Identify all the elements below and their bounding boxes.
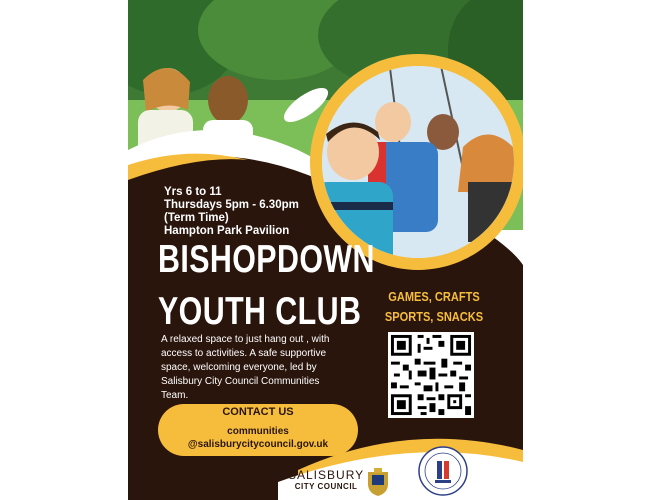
contact-title: CONTACT US: [222, 406, 294, 418]
meeting-time: Thursdays 5pm - 6.30pm: [164, 199, 299, 211]
event-details: [164, 186, 299, 238]
activities-line1: GAMES, CRAFTS: [388, 289, 480, 304]
age-range: Yrs 6 to 11: [164, 186, 222, 198]
activities-line2: SPORTS, SNACKS: [384, 309, 484, 324]
community-logo-icon: [418, 446, 468, 496]
contact-email-line2[interactable]: @salisburycitycouncil.gov.uk: [187, 439, 329, 450]
council-name-line2: CITY COUNCIL: [294, 482, 358, 491]
qr-code[interactable]: [388, 332, 474, 418]
venue: Hampton Park Pavilion: [164, 225, 290, 237]
poster: [128, 0, 523, 500]
term-time: (Term Time): [164, 212, 229, 224]
club-title-line2: YOUTH CLUB: [158, 290, 362, 333]
council-crest-icon: [362, 466, 394, 498]
club-description: A relaxed space to just hang out , with access to activities. A safe supportive space, welcoming everyone, led by Salisbury City Council Communities Team.: [161, 334, 330, 401]
club-title-line1: BISHOPDOWN: [158, 238, 375, 281]
council-name-line1: SALISBURY: [288, 468, 365, 482]
contact-box: [158, 404, 358, 456]
contact-email-line1[interactable]: communities: [227, 426, 289, 437]
council-name: [288, 470, 364, 492]
activities: [384, 287, 484, 327]
